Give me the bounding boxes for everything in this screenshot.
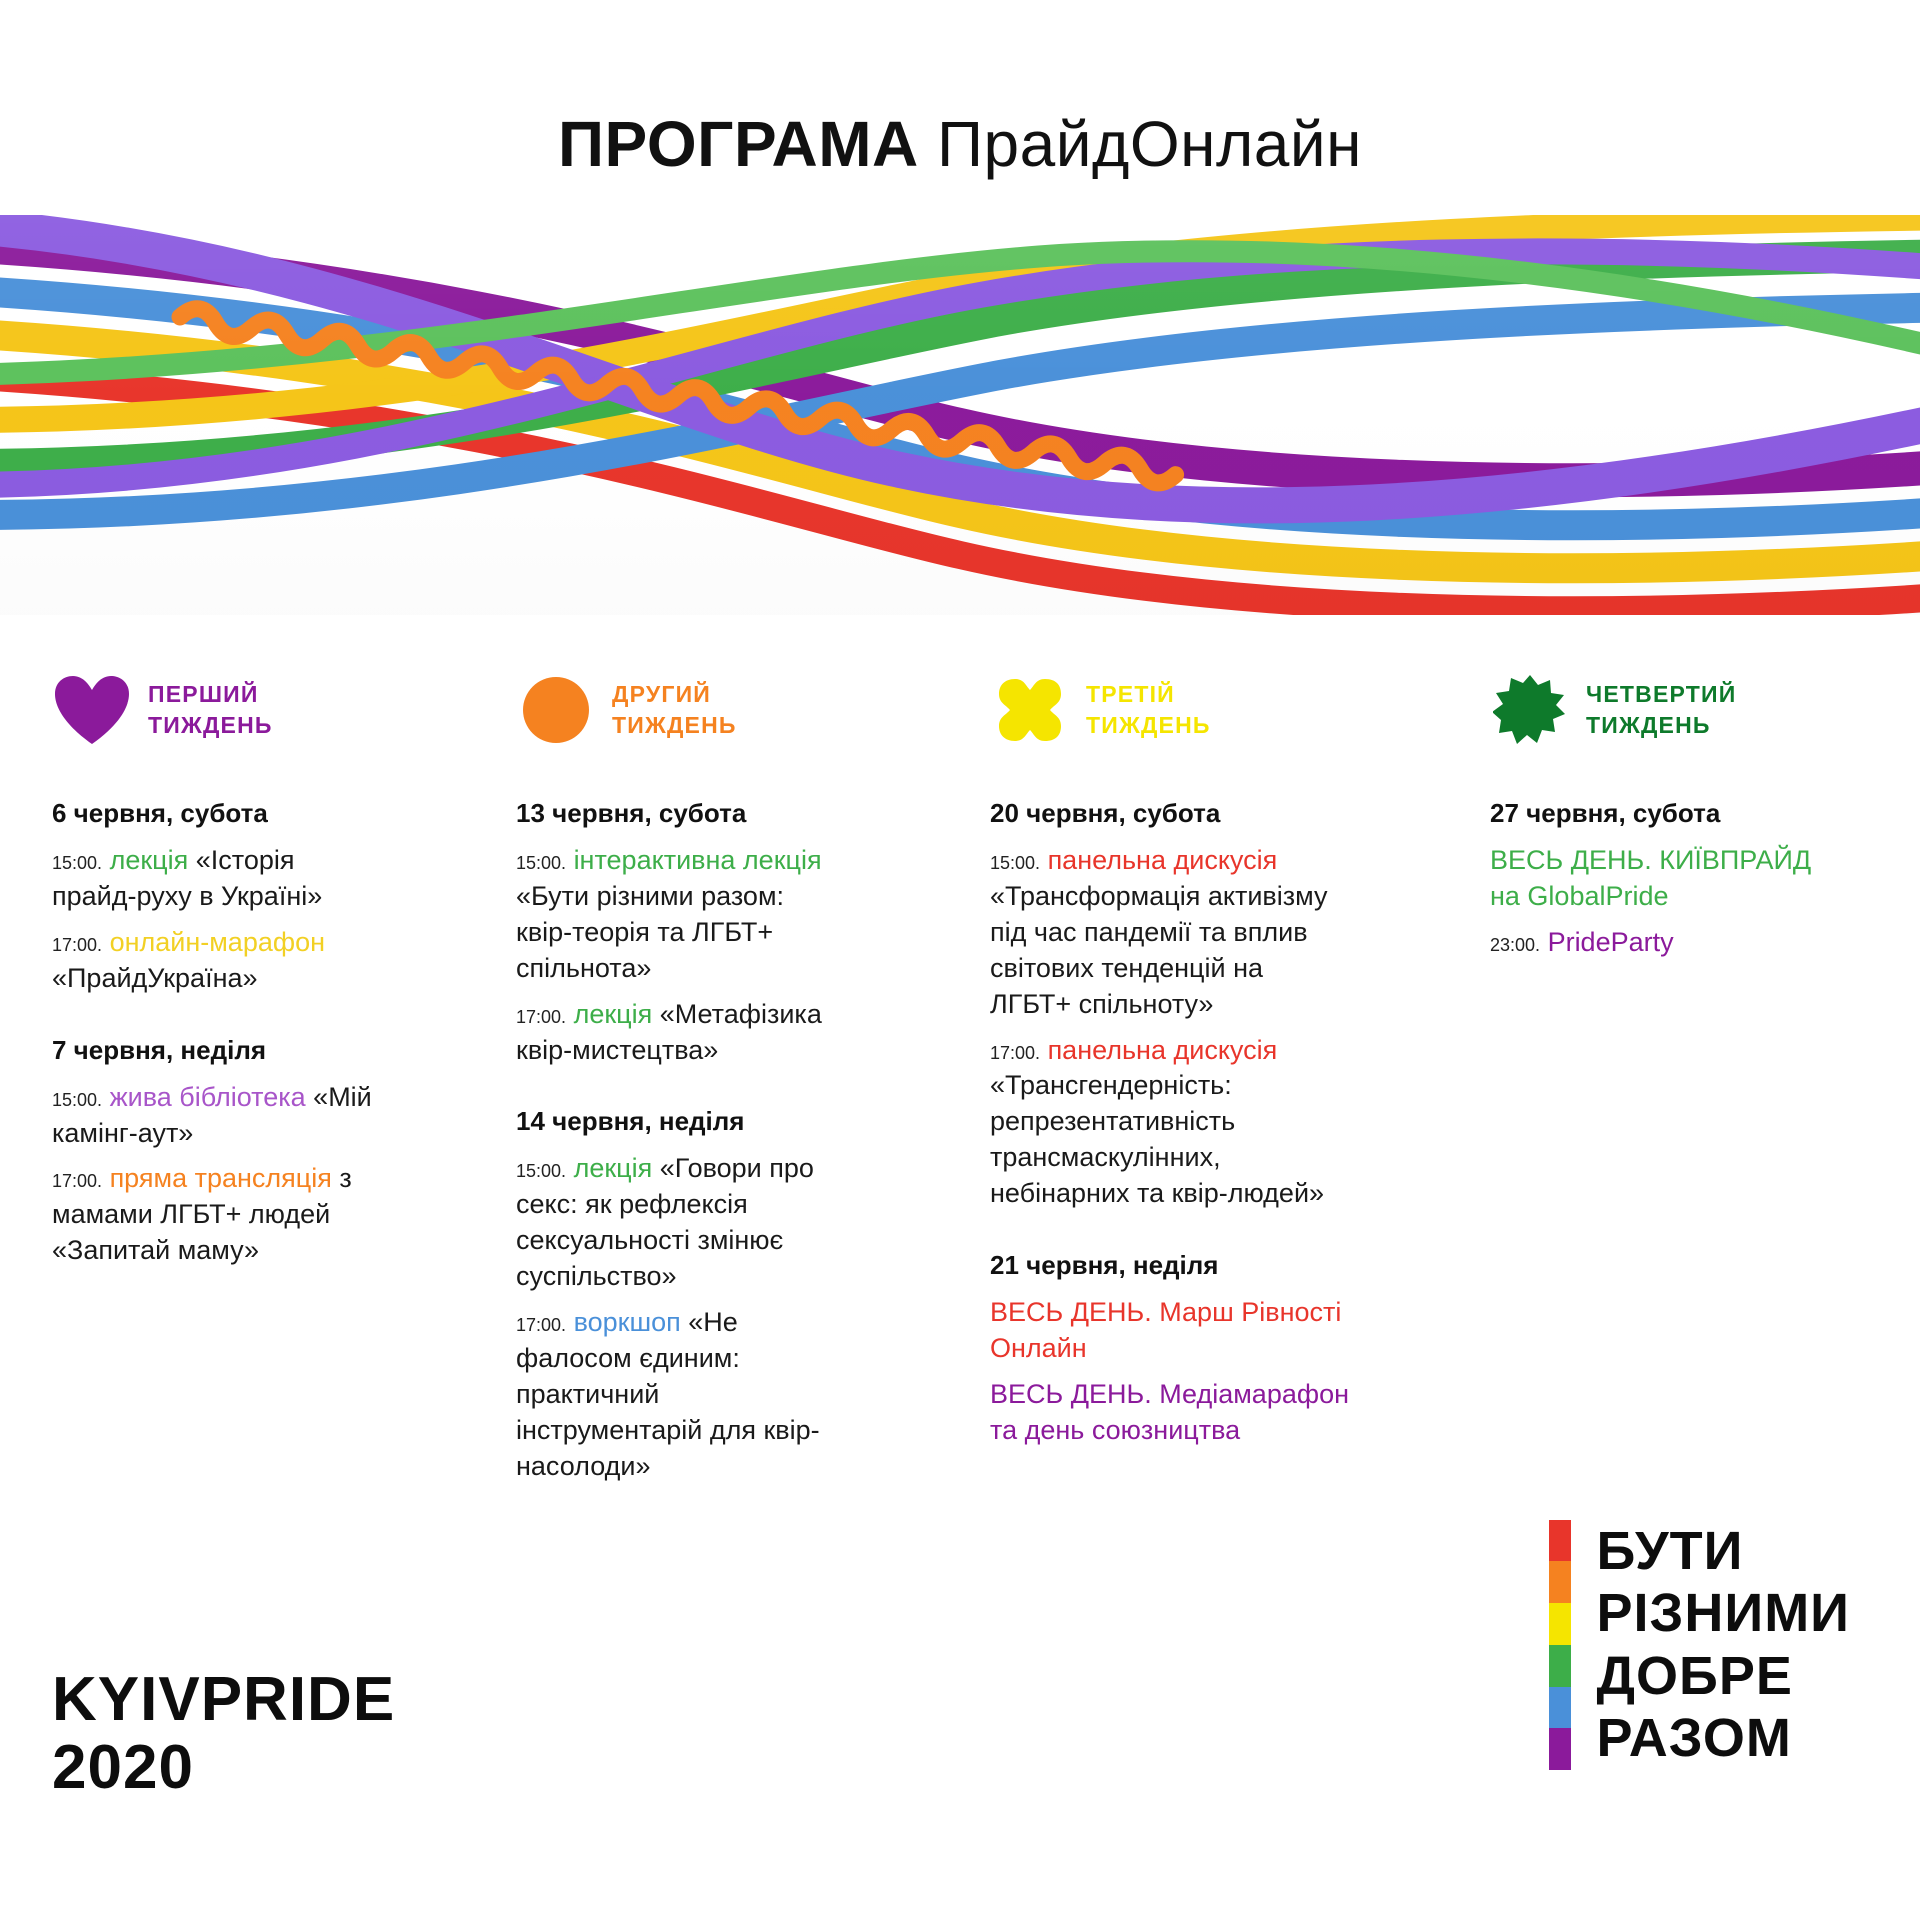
week-column-4: [1490, 660, 1820, 971]
rainbow-ribbon-graphic: [0, 215, 1920, 615]
entry-text: «ПрайдУкраїна»: [52, 962, 258, 993]
entry-kind: PrideParty: [1547, 926, 1674, 957]
slogan-text: [1597, 1520, 1850, 1771]
entry-time: 17:00.: [516, 1315, 567, 1336]
entry-text: «Говори про секс: як рефлексія сексуальності змінює суспільство»: [516, 1153, 814, 1292]
day-heading: 13 червня, субота: [516, 798, 747, 828]
entry-kind: інтерактивна лекція: [573, 845, 822, 875]
week-column-3: [990, 660, 1350, 1459]
week-label-1: [148, 679, 273, 741]
entry-time: 17:00.: [990, 1042, 1041, 1063]
week-label-4: [1586, 679, 1736, 741]
entry-time: 15:00.: [990, 853, 1041, 873]
program-entry: [516, 1151, 846, 1295]
entry-kind: лекція: [109, 845, 189, 875]
slogan-line-2: РІЗНИМИ: [1596, 1583, 1850, 1644]
entry-time: 15:00.: [52, 1089, 103, 1110]
program-entry: ВЕСЬ ДЕНЬ. КИЇВПРАЙД на GlobalPride: [1490, 845, 1812, 911]
program-entry: [990, 843, 1350, 1023]
week-header-2: [516, 660, 846, 760]
starburst-icon: [1490, 670, 1570, 750]
week-label-2: [612, 679, 737, 741]
entry-kind: воркшоп: [573, 1307, 681, 1338]
week-label-1-line2: ТИЖДЕНЬ: [148, 712, 273, 738]
entry-text: «Трансгендерність: репрезентативність трансмаскулінних, небінарних та квір-людей»: [990, 1070, 1325, 1209]
heart-icon: [52, 670, 132, 750]
circle-icon: [516, 670, 596, 750]
entry-text: «Історія прайд-руху в Україні»: [52, 845, 323, 911]
week-header-3: [990, 660, 1350, 760]
program-entry: [516, 1305, 846, 1485]
entry-kind: панельна дискусія: [1047, 845, 1278, 875]
slogan-line-3: ДОБРЕ: [1596, 1645, 1793, 1706]
week-label-4-line2: ТИЖДЕНЬ: [1586, 712, 1711, 738]
slogan-block: [1549, 1520, 1850, 1771]
entry-kind: пряма трансляція: [109, 1163, 332, 1194]
week-label-2-line2: ТИЖДЕНЬ: [612, 712, 737, 738]
entry-kind: онлайн-марафон: [109, 926, 325, 957]
kyivpride-logo-line2: 2020: [52, 1732, 194, 1802]
entry-time: 17:00.: [52, 1171, 103, 1192]
program-entry: [516, 843, 846, 987]
week-label-4-line1: ЧЕТВЕРТИЙ: [1586, 680, 1737, 707]
day-heading: 14 червня, неділя: [516, 1106, 745, 1137]
program-entry: [52, 1161, 382, 1269]
entry-text: «Не фалосом єдиним: практичний інструментарій для квір-насолоди»: [516, 1307, 820, 1481]
day-heading: 27 червня, субота: [1490, 798, 1721, 828]
page-title: [0, 108, 1920, 180]
entry-time: 17:00.: [52, 934, 103, 955]
page-title-bold: ПРОГРАМА: [558, 108, 919, 180]
day-heading: 7 червня, неділя: [52, 1034, 267, 1065]
entry-time: 15:00.: [516, 853, 567, 873]
entry-kind: панельна дискусія: [1047, 1034, 1278, 1065]
program-entry: [1490, 925, 1820, 961]
entry-text: «Трансформація активізму під час пандемії та вплив світових тенденцій на ЛГБТ+ спільноту»: [990, 880, 1328, 1019]
rainbow-bars-icon: [1549, 1520, 1571, 1771]
day-heading: 6 червня, субота: [52, 798, 268, 828]
day-heading: 20 червня, субота: [990, 798, 1221, 828]
week-column-1: [52, 660, 382, 1279]
entry-kind: жива бібліотека: [109, 1081, 306, 1112]
entry-text: з мамами ЛГБТ+ людей «Запитай маму»: [52, 1163, 352, 1266]
entry-kind: лекція: [573, 1153, 653, 1184]
week-label-2-line1: ДРУГИЙ: [612, 680, 712, 707]
week-label-3-line2: ТИЖДЕНЬ: [1086, 712, 1211, 738]
entry-text: «Мій камінг-аут»: [52, 1081, 372, 1148]
program-entry: [52, 1080, 382, 1152]
day-heading: 21 червня, неділя: [990, 1250, 1219, 1281]
program-entry: ВЕСЬ ДЕНЬ. Марш Рівності Онлайн: [990, 1297, 1342, 1363]
program-entry: [52, 843, 382, 915]
program-entry: [990, 1033, 1350, 1213]
page-title-regular: ПрайдОнлайн: [937, 108, 1362, 180]
week-label-3: [1086, 679, 1211, 741]
cross-icon: [990, 670, 1070, 750]
entry-text: «Бути різними разом: квір-теорія та ЛГБТ+ спільнота»: [516, 880, 785, 983]
entry-time: 15:00.: [516, 1161, 567, 1182]
entry-time: 17:00.: [516, 1006, 567, 1027]
program-entry: ВЕСЬ ДЕНЬ. Медіамарафон та день союзництва: [990, 1378, 1349, 1445]
week-header-4: [1490, 660, 1820, 760]
program-entry: [516, 997, 846, 1069]
kyivpride-logo-line1: KYIVPRIDE: [52, 1664, 396, 1734]
entry-time: 23:00.: [1490, 934, 1541, 955]
entry-time: 15:00.: [52, 853, 103, 873]
entry-kind: лекція: [573, 998, 653, 1029]
week-column-2: [516, 660, 846, 1495]
week-label-3-line1: ТРЕТІЙ: [1086, 680, 1175, 707]
kyivpride-logo: [52, 1666, 395, 1802]
program-entry: [52, 925, 382, 997]
slogan-line-4: РАЗОМ: [1596, 1708, 1792, 1769]
slogan-line-1: БУТИ: [1596, 1520, 1744, 1581]
entry-text: «Метафізика квір-мистецтва»: [516, 998, 822, 1065]
week-header-1: [52, 660, 382, 760]
week-label-1-line1: ПЕРШИЙ: [148, 680, 259, 707]
